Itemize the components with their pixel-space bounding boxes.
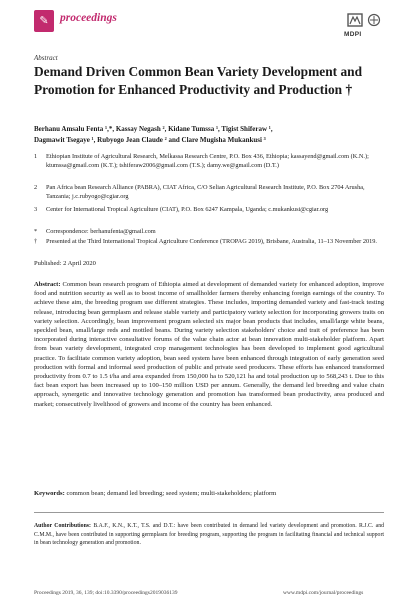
keywords: [34, 490, 384, 497]
journal-logo: [34, 10, 54, 32]
published-date: Published: 2 April 2020: [34, 260, 96, 267]
publisher-name: MDPI: [344, 31, 362, 38]
footer-url[interactable]: www.mdpi.com/journal/proceedings: [283, 590, 364, 596]
affiliation-text: Center for International Tropical Agriculture (CIAT), P.O. Box 6247 Kampala, Uganda; c.mukankusi@cgiar.org: [46, 206, 329, 213]
abstract-text: Common bean research program of Ethiopia aimed at development of demanded variety for enhanced adoption, improve food and nutrition security as well as to boost income of smallholder farmers thereby enhancing foreign earnings of the country. To achieve these aim, the breeding program use different strategies. These includes, importing demanded variety and fast-track testing release, introducing bean germplasm and release stable variety and participatory variety selection for incorporating growers traits on variety selection. Accordingly, bean improvement program selected six major bean products that includes, small/large white beans, speckled bean, small/large reds and mottled beans. During variety selection stakeholders' choice and trait of preference has been incorporated during interactive consultative forums of the value chain actor at bean innovation multi-stakeholder platform. Apart from bean variety development, integrated crop management technologies has been developed to implement good agricultural practice. To facilitate common variety adoption, bean seed system have been enhanced through integration of early generation seed production with formal and informal seed production of public and private seed producers. These efforts has enhanced transformed productivity from 0.7 to 1.5 t/ha and area expanded from 150,000 ha to 520,121 ha and total production up to 568,243 t. Due to this fact bean export has been increased up to 100–150 million USD per annum. Generally, the demand led breeding and value chain approach, synergetic and innovative technology generation and promotion has transformed bean productivity, area produced and market; consecutively livelihood of growers and income of the country has been enhanced.: [34, 281, 385, 408]
author-line: Dagmawit Tsegaye ¹, Rubyogo Jean Claude ² and Clare Mugisha Mukankusi ³: [34, 136, 266, 144]
abstract-label: Abstract:: [34, 281, 61, 288]
journal-logo-icon: ✎: [39, 15, 49, 27]
keywords-text: common bean; demand led breeding; seed system; multi-stakeholders; platform: [66, 490, 277, 497]
affiliation-item: [34, 152, 384, 180]
contrib-text: B.A.F., K.N., K.T., T.S. and D.T.: have been contributed in demand led variety development and promotion. R.J.C. and C.M.M., have been contributed in supporting germplasm for breeding program, supporting the program in facilitating financial and technical support in bean technology generation and promotion.: [34, 523, 385, 547]
section-label: Abstract: [34, 54, 58, 62]
mdpi-logo-icon: [344, 12, 384, 30]
affiliation-number: *: [34, 228, 38, 235]
affiliation-text: Correspondence: berhanufenta@gmail.com: [46, 228, 156, 235]
affiliation-item: [34, 183, 384, 202]
affiliation-number: †: [34, 238, 38, 245]
affiliation-number: 3: [34, 206, 38, 213]
affiliation-text: Ethiopian Institute of Agricultural Research, Melkassa Research Centre, P.O. Box 436, Ethiopia; kassayend@gmail.com (K.N.); ktumssa@gmail.com (K.T.); tshiferaw2006@gmail.com (T.S.); damy.we@gmail.com (D.T.): [46, 153, 369, 169]
abstract-paragraph: [34, 280, 384, 409]
contrib-label: Author Contributions:: [34, 523, 91, 529]
keywords-label: Keywords:: [34, 490, 65, 497]
paper-title: Demand Driven Common Bean Variety Development and Promotion for Enhanced Productivity and Production †: [34, 64, 363, 97]
affiliation-text: Pan Africa bean Research Alliance (PABRA), CIAT Africa, C/O Selian Agricultural Research Institute, P.O. Box 2704 Arusha, Tanzania; j.c.rubyogo@cgiar.org: [46, 184, 365, 200]
author-list: [34, 124, 384, 146]
affiliation-item: [34, 237, 384, 256]
author-line: Berhanu Amsalu Fenta ¹,*, Kassay Negash ², Kidane Tumssa ¹, Tigist Shiferaw ¹,: [34, 125, 273, 133]
footer-citation: Proceedings 2019, 36, 139; doi:10.3390/proceedings2019036139: [34, 590, 178, 596]
affiliation-number: 2: [34, 184, 38, 191]
journal-name: proceedings: [60, 12, 117, 24]
affiliation-item: [34, 205, 384, 224]
author-contributions: [34, 522, 384, 548]
affiliation-item: [34, 227, 384, 237]
affiliation-text: Presented at the Third International Tropical Agriculture Conference (TROPAG 2019), Brisbane, Australia, 11–13 November 2019.: [46, 238, 377, 245]
section-divider: [34, 512, 384, 513]
affiliation-number: 1: [34, 153, 38, 160]
